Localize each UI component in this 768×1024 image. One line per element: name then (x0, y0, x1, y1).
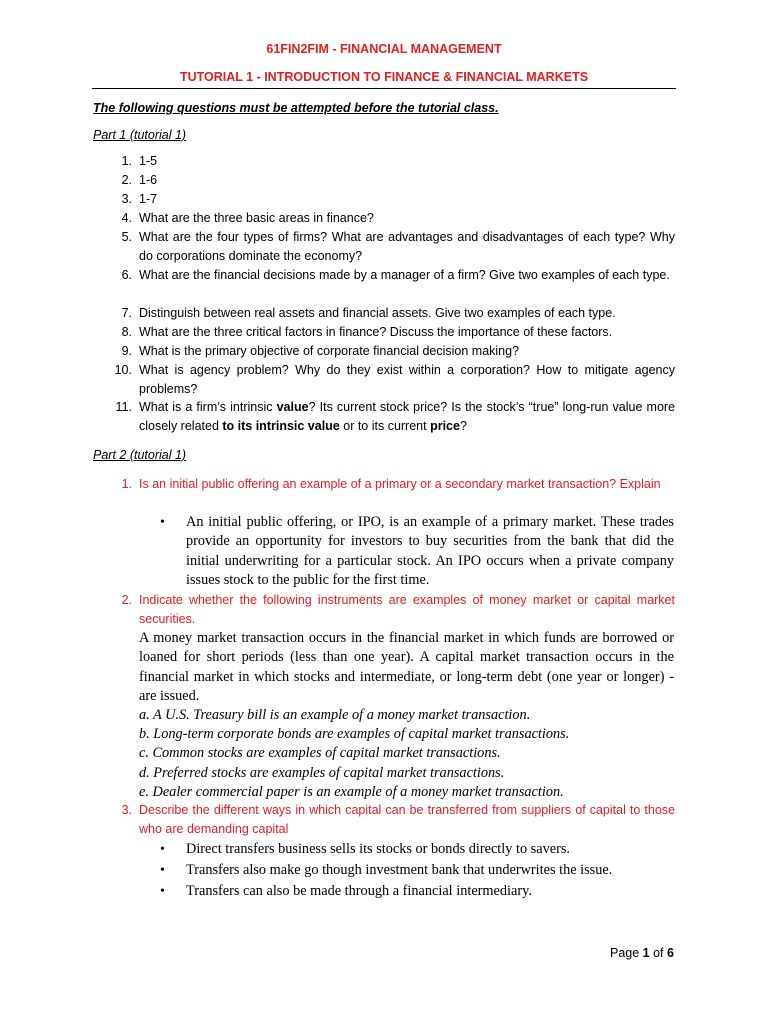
question-number: 9. (121, 344, 132, 358)
answer-bullet: Transfers also make go though investment bank that underwrites the issue. (186, 862, 613, 878)
tutorial-title: TUTORIAL 1 - INTRODUCTION TO FINANCE & FINANCIAL MARKETS (179, 70, 589, 84)
course-code-title: 61FIN2FIM - FINANCIAL MANAGEMENT (266, 42, 502, 56)
question-number: 1. (121, 477, 132, 491)
question-number: 7. (121, 306, 132, 320)
question-text: What is agency problem? Why do they exist within a corporation? How to mitigate agency problems? (139, 363, 675, 396)
answer-paragraph: An initial public offering, or IPO, is an example of a primary market. These trades provide an opportunity for investors to buy securities from the bank that did the initial underwriting for a particular stock. An IPO occurs when a private company issues stock to the public for the first time. (186, 514, 674, 589)
question-text: What are the four types of firms? What are advantages and disadvantages of each type? Why do corporations dominate the economy? (139, 230, 675, 263)
answer-item: a. A U.S. Treasury bill is an example of a money market transaction. (139, 707, 531, 723)
answer-bullet: Transfers can also be made through a financial intermediary. (186, 883, 532, 899)
question-text: 1-7 (139, 192, 158, 206)
part1-heading: Part 1 (tutorial 1) (93, 128, 187, 142)
bullet-icon: • (160, 884, 165, 899)
question-text: Indicate whether the following instruments are examples of money market or capital market securities. (139, 593, 675, 626)
question-text: What are the three basic areas in finance? (139, 211, 374, 225)
part2-heading: Part 2 (tutorial 1) (93, 448, 187, 462)
bullet-icon: • (160, 863, 165, 878)
question-number: 3. (121, 803, 132, 817)
answer-item: c. Common stocks are examples of capital market transactions. (139, 745, 501, 761)
page-number-footer: Page 1 of 6 (610, 946, 674, 960)
question-number: 2. (121, 173, 132, 187)
question-number: 11. (115, 400, 132, 414)
question-number: 5. (121, 230, 132, 244)
answer-item: e. Dealer commercial paper is an example of a money market transaction. (139, 784, 564, 800)
question-number: 3. (121, 192, 132, 206)
answer-item: d. Preferred stocks are examples of capital market transactions. (139, 765, 505, 781)
question-text: What are the financial decisions made by a manager of a firm? Give two examples of each type. (139, 268, 670, 282)
question-text: 1-6 (139, 173, 158, 187)
question-text: Describe the different ways in which capital can be transferred from suppliers of capital to those who are demanding capital (139, 803, 675, 836)
intro-instruction: The following questions must be attempted before the tutorial class. (93, 101, 499, 115)
question-number: 1. (121, 154, 132, 168)
answer-paragraph: A money market transaction occurs in the financial market in which funds are borrowed or loaned for short periods (less than one year). A capital market transaction occurs in the financial market in which stocks and intermediate, or long-term debt (one year or longer) - are issued. (139, 630, 674, 705)
question-text: Is an initial public offering an example of a primary or a secondary market transaction? Explain (139, 477, 661, 491)
bullet-icon: • (160, 842, 165, 857)
question-number: 10. (114, 363, 132, 377)
title-divider (92, 88, 676, 89)
question-number: 2. (121, 593, 132, 607)
question-number: 4. (121, 211, 132, 225)
answer-item: b. Long-term corporate bonds are examples of capital market transactions. (139, 726, 570, 742)
question-text: What is the primary objective of corporate financial decision making? (139, 344, 520, 358)
answer-bullet: Direct transfers business sells its stocks or bonds directly to savers. (186, 841, 570, 857)
question-text: What is a firm’s intrinsic value? Its current stock price? Is the stock’s “true” long-run value more closely related to its intrinsic value or to its current price? (139, 400, 676, 433)
question-text: What are the three critical factors in finance? Discuss the importance of these factors. (139, 325, 613, 339)
bullet-icon: • (160, 515, 165, 530)
question-text: 1-5 (139, 154, 158, 168)
question-number: 6. (121, 268, 132, 282)
question-text: Distinguish between real assets and financial assets. Give two examples of each type. (139, 306, 616, 320)
question-number: 8. (121, 325, 132, 339)
